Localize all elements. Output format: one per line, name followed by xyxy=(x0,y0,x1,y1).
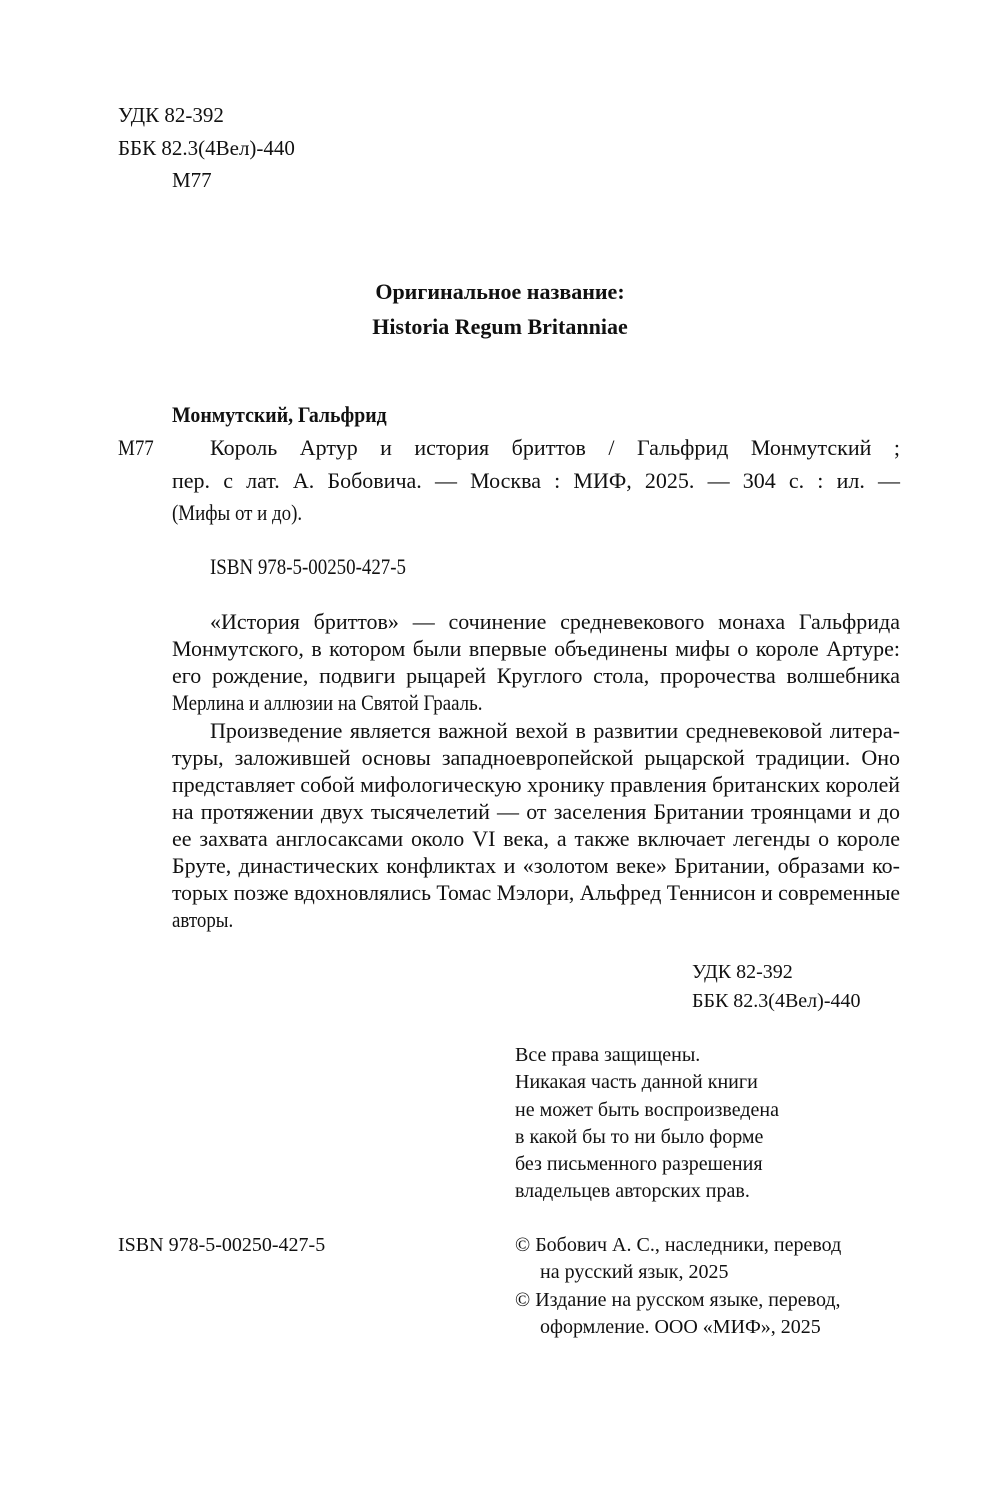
record-line: (Мифы от и до). xyxy=(172,500,303,525)
udk-code: УДК 82-392 xyxy=(692,961,793,983)
udk-code: УДК 82-392 xyxy=(118,103,224,127)
bbk-code: ББК 82.3(4Вел)-440 xyxy=(692,990,861,1012)
rights-line: владельцев авторских прав. xyxy=(515,1180,750,1202)
annotation-line: «История бриттов» — сочинение средневекового монаха Гальфрида xyxy=(210,609,900,634)
rights-line: не может быть воспроизведена xyxy=(515,1099,779,1121)
annotation-line: ее захвата англосаксами около VI века, а также включает легенды о короле xyxy=(172,826,900,851)
rights-line: без письменного разрешения xyxy=(515,1153,763,1175)
copyright-line: © Бобович А. С., наследники, перевод xyxy=(515,1234,842,1256)
annotation-line: на протяжении двух тысячелетий — от заселения Британии троянцами и до xyxy=(172,799,900,824)
original-title: Historia Regum Britanniae xyxy=(372,314,628,339)
rights-line: в какой бы то ни было форме xyxy=(515,1126,764,1148)
copyright-line: оформление. ООО «МИФ», 2025 xyxy=(540,1316,821,1338)
annotation-line: Монмутского, в котором были впервые объединены мифы о короле Артуре: xyxy=(172,636,900,661)
annotation-line: его рождение, подвиги рыцарей Круглого стола, пророчества волшебника xyxy=(172,663,900,688)
record-line: Король Артур и история бриттов / Гальфрид Монмутский ; xyxy=(210,435,900,460)
author-heading: Монмутский, Гальфрид xyxy=(172,402,387,427)
annotation-line: представляет собой мифологическую хронику правления британских королей xyxy=(172,772,900,797)
rights-line: Все права защищены. xyxy=(515,1044,701,1066)
annotation-line: Произведение является важной вехой в развитии средневековой литера- xyxy=(210,718,900,743)
annotation-line: Бруте, династических конфликтах и «золотом веке» Британии, образами ко- xyxy=(172,853,900,878)
copyright-line: на русский язык, 2025 xyxy=(540,1261,729,1283)
record-sign: М77 xyxy=(118,435,154,460)
annotation-line: торых позже вдохновлялись Томас Мэлори, Альфред Теннисон и современные xyxy=(172,880,900,905)
annotation-line: туры, заложившей основы западноевропейской рыцарской традиции. Оно xyxy=(172,745,900,770)
author-sign: М77 xyxy=(172,168,212,192)
annotation-line: авторы. xyxy=(172,907,234,932)
annotation-line: Мерлина и аллюзии на Святой Грааль. xyxy=(172,690,483,715)
original-title-label: Оригинальное название: xyxy=(375,279,625,304)
rights-line: Никакая часть данной книги xyxy=(515,1071,758,1093)
record-line: пер. с лат. А. Бобовича. — Москва : МИФ, 2025. — 304 с. : ил. — xyxy=(172,468,900,493)
isbn: ISBN 978-5-00250-427-5 xyxy=(210,554,407,579)
copyright-line: © Издание на русском языке, перевод, xyxy=(515,1289,841,1311)
bbk-code: ББК 82.3(4Вел)-440 xyxy=(118,136,295,160)
isbn-bottom: ISBN 978-5-00250-427-5 xyxy=(118,1234,326,1256)
